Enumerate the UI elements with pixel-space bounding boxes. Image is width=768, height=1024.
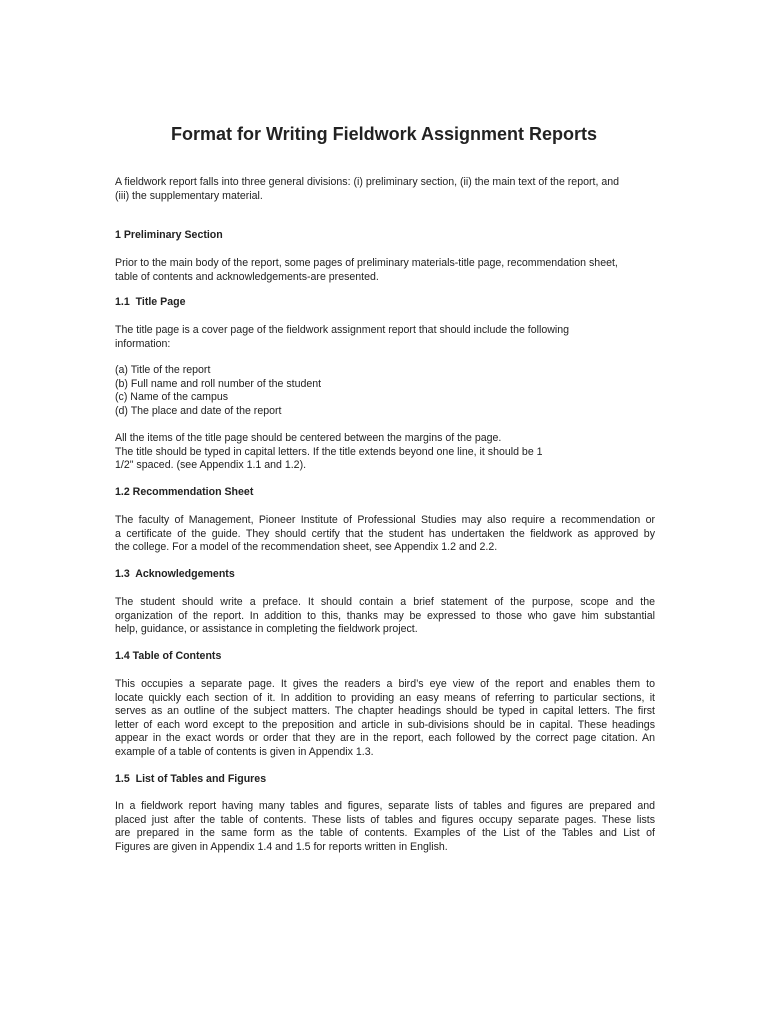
paragraph-line: This occupies a separate page. It gives the readers a bird’s eye view of the report and enables them to — [115, 678, 655, 690]
table-of-contents-paragraph — [115, 678, 655, 760]
paragraph-line: placed just after the table of contents. These lists of tables and figures occupy separate pages. These lists — [115, 813, 655, 826]
section-heading-acknowledgements: 1.3 Acknowledgements — [115, 568, 235, 580]
preliminary-paragraph — [115, 257, 655, 284]
intro-line: (iii) the supplementary material. — [115, 189, 263, 202]
list-item: (b) Full name and roll number of the student — [115, 377, 322, 390]
acknowledgements-paragraph — [115, 596, 655, 637]
list-of-tables-paragraph — [115, 800, 655, 854]
list-item: (d) The place and date of the report — [115, 404, 282, 417]
intro-line: A fieldwork report falls into three general divisions: (i) preliminary section, (ii) the main text of the report, and — [115, 176, 620, 188]
paragraph-line: table of contents and acknowledgements-are presented. — [115, 270, 379, 283]
paragraph-line: are prepared in the same form as the table of contents. Examples of the List of the Tables and List of — [115, 827, 655, 840]
section-heading-title-page: 1.1 Title Page — [115, 296, 186, 308]
section-heading-table-of-contents: 1.4 Table of Contents — [115, 650, 222, 662]
paragraph-line: Prior to the main body of the report, some pages of preliminary materials-title page, recommendation sheet, — [115, 257, 618, 269]
section-heading-list-of-tables-figures: 1.5 List of Tables and Figures — [115, 773, 267, 785]
list-item: (c) Name of the campus — [115, 391, 229, 404]
paragraph-line: Figures are given in Appendix 1.4 and 1.5 for reports written in English. — [115, 840, 448, 853]
paragraph-line: locate quickly each section of it. In addition to providing an easy means of referring to particular sections, it — [115, 691, 655, 704]
paragraph-line: The student should write a preface. It should contain a brief statement of the purpose, scope and the — [115, 596, 655, 608]
paragraph-line: organization of the report. In addition to this, thanks may be expressed to those who gave him substantial — [115, 609, 655, 622]
intro-paragraph — [115, 176, 655, 203]
recommendation-paragraph — [115, 514, 655, 555]
paragraph-line: All the items of the title page should be centered between the margins of the page. — [115, 432, 502, 444]
paragraph-line: serves as an outline of the subject matters. The chapter headings should be typed in capital letters. The first — [115, 705, 655, 718]
paragraph-line: help, guidance, or assistance in completing the fieldwork project. — [115, 623, 418, 636]
paragraph-line: a certificate of the guide. They should certify that the student has undertaken the fieldwork as approved by — [115, 527, 655, 540]
title-page-paragraph — [115, 324, 655, 351]
paragraph-line: information: — [115, 337, 171, 350]
paragraph-line: appear in the exact words or order that they are in the report, each followed by the correct page citation. An — [115, 732, 655, 745]
paragraph-line: example of a table of contents is given in Appendix 1.3. — [115, 745, 374, 758]
paragraph-line: The faculty of Management, Pioneer Institute of Professional Studies may also require a recommendation or — [115, 514, 655, 526]
list-item: (a) Title of the report — [115, 364, 211, 376]
paragraph-line: letter of each word except to the preposition and article in sub-divisions should be in capital. These headings — [115, 718, 655, 731]
paragraph-line: 1/2" spaced. (see Appendix 1.1 and 1.2). — [115, 459, 307, 472]
paragraph-line: In a fieldwork report having many tables and figures, separate lists of tables and figures are prepared and — [115, 800, 655, 812]
paragraph-line: The title should be typed in capital letters. If the title extends beyond one line, it should be 1 — [115, 445, 543, 458]
section-heading-preliminary: 1 Preliminary Section — [115, 229, 223, 241]
title-page-notes — [115, 432, 655, 473]
paragraph-line: the college. For a model of the recommendation sheet, see Appendix 1.2 and 2.2. — [115, 541, 498, 554]
paragraph-line: The title page is a cover page of the fieldwork assignment report that should include the following — [115, 324, 570, 336]
document-title: Format for Writing Fieldwork Assignment Reports — [170, 124, 598, 144]
section-heading-recommendation-sheet: 1.2 Recommendation Sheet — [115, 486, 254, 498]
title-page-item-list — [115, 364, 655, 418]
